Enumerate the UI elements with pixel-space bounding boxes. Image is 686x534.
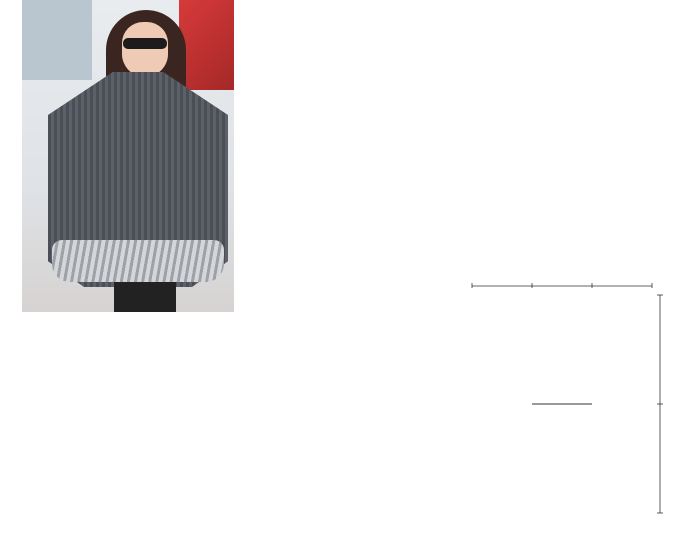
model-legs — [114, 282, 176, 312]
fur-trim — [52, 240, 224, 282]
poncho-photo — [22, 0, 234, 312]
poncho-schematic — [460, 270, 686, 529]
model-face — [122, 22, 168, 77]
background-red-panel — [179, 0, 234, 90]
background-window — [22, 0, 92, 80]
model-sunglasses — [123, 38, 167, 49]
schematic-svg — [460, 270, 686, 529]
